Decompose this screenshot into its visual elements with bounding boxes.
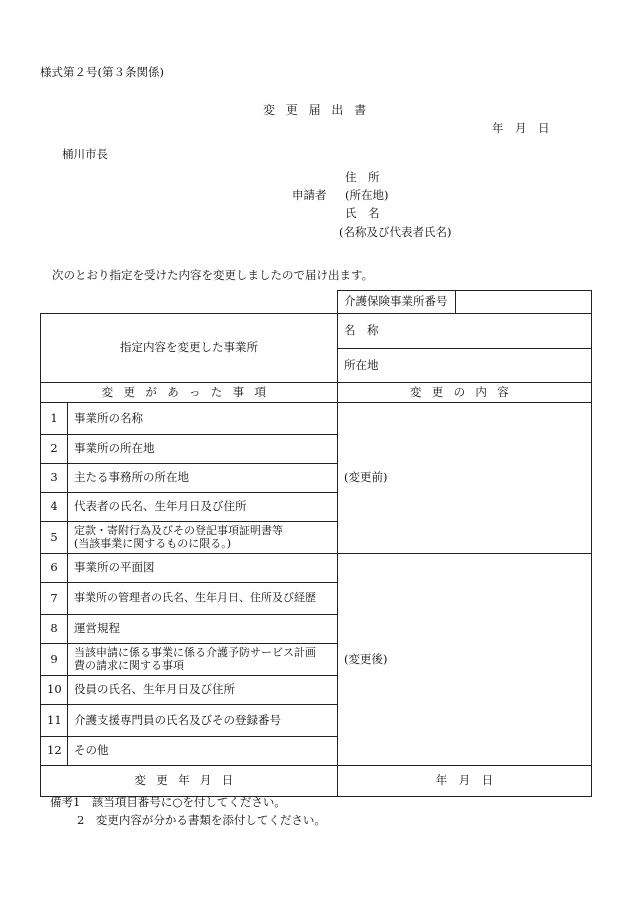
item-number: 9 [41, 644, 68, 676]
table-row [41, 554, 592, 583]
change-date-label: 変更年月日 [41, 766, 338, 797]
office-name-label: 名 称 [338, 314, 592, 349]
table-row [41, 403, 592, 435]
office-name-row [41, 314, 592, 349]
item-number: 8 [41, 615, 68, 644]
item-text: 介護支援専門員の氏名及びその登録番号 [68, 705, 338, 737]
office-location-label: 所在地 [338, 349, 592, 383]
item-text: 定款・寄附行為及びその登記事項証明書等 (当該事業に関するものに限る。) [68, 522, 338, 554]
before-change-label: (変更前) [344, 470, 388, 485]
item-text: 事業所の平面図 [68, 554, 338, 583]
item-text: 役員の氏名、生年月日及び住所 [68, 676, 338, 705]
applicant-location-label: (所在地) [345, 188, 389, 202]
before-change-cell[interactable] [338, 403, 592, 554]
item-text: 主たる事務所の所在地 [68, 464, 338, 493]
change-date-field[interactable]: 年 月 日 [338, 766, 592, 797]
agency-number-field[interactable] [456, 291, 592, 314]
item-number: 2 [41, 435, 68, 464]
applicant-address-label: 住所 [345, 170, 391, 184]
addressee: 桶川市長 [62, 147, 108, 161]
item-number: 4 [41, 493, 68, 522]
intro-text: 次のとおり指定を受けた内容を変更しましたので届け出ます。 [52, 268, 374, 282]
office-label: 指定内容を変更した事業所 [41, 314, 338, 383]
item-number: 12 [41, 737, 68, 766]
item-number: 5 [41, 522, 68, 554]
header-content: 変更の内容 [338, 383, 592, 403]
item-text: 代表者の氏名、生年月日及び住所 [68, 493, 338, 522]
submission-date: 年 月 日 [492, 121, 550, 135]
agency-number-label: 介護保険事業所番号 [338, 291, 456, 314]
item-text: 事業所の名称 [68, 403, 338, 435]
item-text: 運営規程 [68, 615, 338, 644]
applicant-label: 申請者 [292, 188, 327, 202]
item-number: 10 [41, 676, 68, 705]
item-text: 事業所の所在地 [68, 435, 338, 464]
table-header-row [41, 383, 592, 403]
note-2: 2 変更内容が分かる書類を添付してください。 [77, 813, 326, 827]
notes [50, 793, 326, 829]
item-number: 11 [41, 705, 68, 737]
item-number: 7 [41, 583, 68, 615]
item-number: 3 [41, 464, 68, 493]
item-text: その他 [68, 737, 338, 766]
change-date-row [41, 766, 592, 797]
after-change-label: (変更後) [344, 651, 388, 666]
item-number: 1 [41, 403, 68, 435]
header-items: 変更があった事項 [41, 383, 338, 403]
item-number: 6 [41, 554, 68, 583]
applicant-representative-label: (名称及び代表者氏名) [339, 225, 452, 239]
agency-number-row [41, 291, 592, 314]
after-change-cell[interactable] [338, 554, 592, 766]
note-1: 備考1 該当項目番号に○を付してください。 [50, 795, 286, 809]
item-text: 事業所の管理者の氏名、生年月日、住所及び経歴 [68, 583, 338, 615]
applicant-name-label: 氏名 [345, 206, 391, 220]
form-number: 様式第２号(第３条関係) [40, 65, 164, 79]
change-table [40, 290, 592, 797]
document-title: 変更届出書 [262, 103, 377, 117]
item-text: 当該申請に係る事業に係る介護予防サービス計画 費の請求に関する事項 [68, 644, 338, 676]
